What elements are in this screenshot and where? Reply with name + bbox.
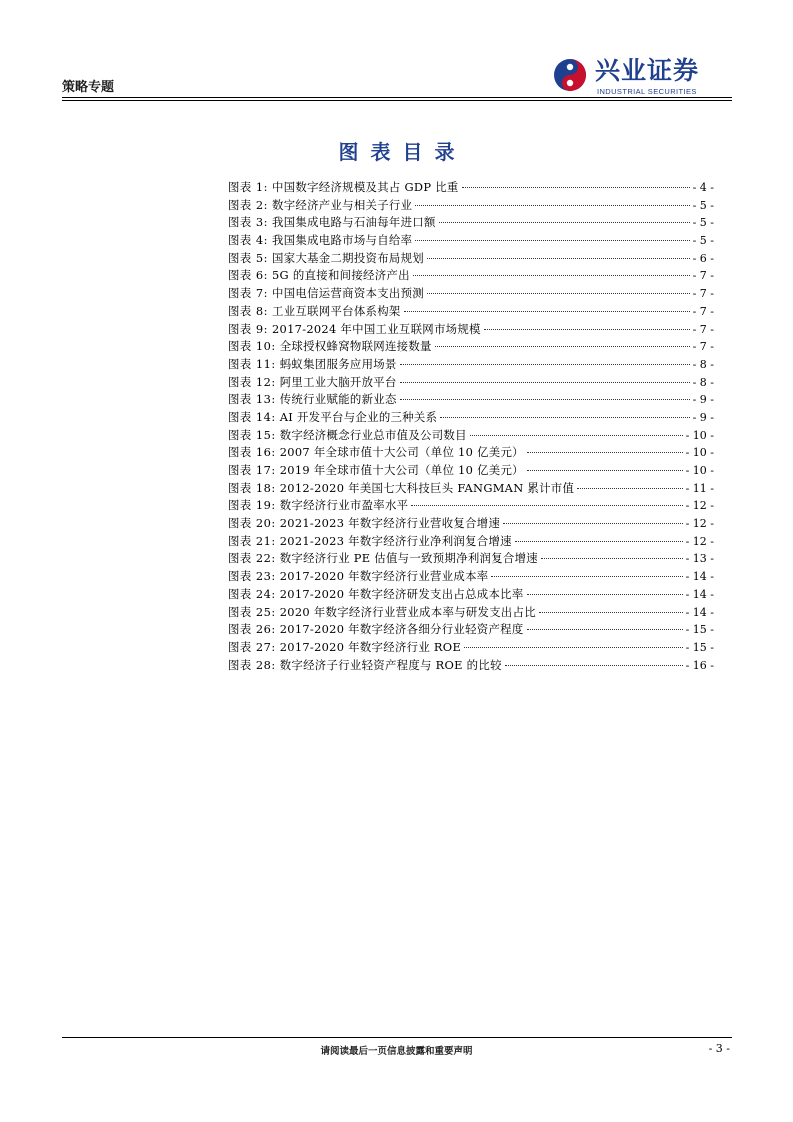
- toc-dot-leader: [539, 612, 683, 613]
- toc-title: 图表目录: [338, 140, 467, 164]
- toc-dot-leader: [515, 541, 683, 542]
- toc-dot-leader: [411, 505, 682, 506]
- toc-entry-page: - 10 -: [685, 446, 714, 460]
- toc-dot-leader: [527, 470, 683, 471]
- toc-entry-page: - 10 -: [685, 464, 714, 477]
- toc-entry-page: - 5 -: [692, 198, 714, 212]
- table-of-figures: [228, 179, 714, 674]
- toc-entry-label: 图表 2:: [228, 197, 268, 212]
- toc-entry-page: - 13 -: [685, 552, 714, 566]
- toc-entry-title: 阿里工业大脑开放平台: [279, 374, 397, 389]
- toc-entry[interactable]: [228, 639, 714, 657]
- toc-dot-leader: [404, 311, 690, 312]
- toc-entry-page: - 15 -: [685, 640, 714, 654]
- toc-entry-page: - 4 -: [692, 181, 714, 194]
- toc-entry[interactable]: [228, 232, 714, 250]
- footer-disclaimer: 请阅读最后一页信息披露和重要声明: [320, 1046, 473, 1057]
- toc-dot-leader: [505, 665, 683, 666]
- toc-entry-label: 图表 22:: [228, 551, 276, 566]
- toc-entry[interactable]: [228, 568, 714, 586]
- toc-entry-label: 图表 16:: [228, 445, 276, 460]
- toc-dot-leader: [427, 258, 690, 259]
- toc-entry-page: - 8 -: [692, 357, 714, 371]
- toc-entry-page: - 16 -: [685, 658, 714, 672]
- toc-entry[interactable]: [228, 515, 714, 533]
- toc-entry-label: 图表 25:: [228, 604, 276, 619]
- toc-entry-label: 图表 19:: [228, 498, 276, 513]
- toc-entry-page: - 7 -: [692, 269, 714, 283]
- toc-entry[interactable]: [228, 197, 714, 215]
- toc-dot-leader: [527, 452, 683, 453]
- toc-dot-leader: [464, 647, 682, 648]
- toc-dot-leader: [541, 558, 683, 559]
- page-number: - 3 -: [708, 1042, 730, 1055]
- toc-entry[interactable]: [228, 604, 714, 622]
- toc-entry[interactable]: [228, 214, 714, 232]
- header-divider-thin: [62, 100, 732, 101]
- toc-dot-leader: [491, 576, 682, 577]
- toc-entry-title: 2007 年全球市值十大公司（单位 10 亿美元）: [279, 445, 524, 460]
- toc-entry-page: - 6 -: [692, 251, 714, 265]
- toc-dot-leader: [400, 364, 690, 365]
- toc-entry[interactable]: [228, 497, 714, 515]
- toc-entry-title: 中国数字经济规模及其占 GDP 比重: [272, 180, 459, 194]
- toc-entry-title: 数字经济行业 PE 估值与一致预期净利润复合增速: [279, 551, 538, 566]
- toc-entry[interactable]: [228, 285, 714, 303]
- toc-entry-page: - 5 -: [692, 216, 714, 230]
- toc-entry-title: 2017-2020 年数字经济研发支出占总成本比率: [279, 586, 524, 601]
- toc-entry-label: 图表 17:: [228, 463, 276, 477]
- toc-entry-title: 2017-2024 年中国工业互联网市场规模: [272, 321, 481, 336]
- toc-entry-title: 中国电信运营商资本支出预测: [272, 286, 424, 301]
- toc-entry-title: 2017-2020 年数字经济各细分行业轻资产程度: [279, 622, 524, 637]
- toc-entry-page: - 7 -: [692, 287, 714, 301]
- toc-dot-leader: [435, 346, 690, 347]
- logo-english-name: INDUSTRIAL SECURITIES: [597, 87, 697, 96]
- toc-entry-label: 图表 26:: [228, 622, 276, 637]
- toc-entry-title: 我国集成电路与石油每年进口额: [272, 215, 436, 230]
- toc-entry[interactable]: [228, 444, 714, 462]
- toc-entry-label: 图表 20:: [228, 516, 276, 531]
- toc-entry[interactable]: [228, 427, 714, 445]
- toc-entry-page: - 11 -: [685, 481, 714, 495]
- toc-entry-label: 图表 10:: [228, 339, 276, 354]
- toc-entry[interactable]: [228, 480, 714, 498]
- toc-entry-label: 图表 8:: [228, 303, 268, 318]
- toc-dot-leader: [439, 222, 690, 223]
- toc-entry-title: 数字经济行业市盈率水平: [279, 498, 409, 513]
- toc-entry-page: - 9 -: [692, 393, 714, 407]
- toc-dot-leader: [462, 187, 690, 188]
- toc-entry[interactable]: [228, 462, 714, 480]
- toc-entry[interactable]: [228, 356, 714, 374]
- toc-entry-label: 图表 6:: [228, 268, 268, 283]
- toc-dot-leader: [415, 240, 689, 241]
- toc-dot-leader: [400, 382, 690, 383]
- toc-entry-page: - 12 -: [685, 499, 714, 513]
- toc-entry-title: AI 开发平台与企业的三种关系: [279, 409, 438, 424]
- toc-entry[interactable]: [228, 550, 714, 568]
- toc-dot-leader: [400, 399, 690, 400]
- toc-entry[interactable]: [228, 533, 714, 551]
- toc-entry[interactable]: [228, 267, 714, 285]
- toc-entry-title: 2017-2020 年数字经济行业 ROE: [279, 639, 462, 654]
- toc-entry[interactable]: [228, 586, 714, 604]
- toc-dot-leader: [527, 629, 683, 630]
- toc-entry[interactable]: [228, 179, 714, 197]
- toc-entry-label: 图表 15:: [228, 427, 276, 442]
- toc-entry-page: - 7 -: [692, 304, 714, 318]
- toc-entry-label: 图表 23:: [228, 569, 276, 584]
- toc-entry-label: 图表 4:: [228, 233, 268, 248]
- header-divider: [62, 97, 732, 98]
- toc-entry-title: 蚂蚁集团服务应用场景: [279, 356, 397, 371]
- toc-entry-label: 图表 13:: [228, 392, 276, 407]
- toc-entry[interactable]: [228, 303, 714, 321]
- toc-entry-title: 数字经济子行业轻资产程度与 ROE 的比较: [279, 657, 502, 672]
- toc-entry-page: - 12 -: [685, 517, 714, 531]
- toc-entry-title: 数字经济概念行业总市值及公司数目: [279, 427, 467, 442]
- toc-entry-label: 图表 12:: [228, 374, 276, 389]
- toc-entry-page: - 10 -: [685, 428, 714, 442]
- toc-entry-title: 全球授权蜂窝物联网连接数量: [279, 339, 432, 354]
- toc-entry-title: 国家大基金二期投资布局规划: [272, 250, 424, 265]
- toc-entry-title: 2017-2020 年数字经济行业营业成本率: [279, 569, 489, 584]
- toc-entry-page: - 7 -: [692, 340, 714, 354]
- toc-entry-label: 图表 27:: [228, 639, 276, 654]
- toc-entry-title: 2021-2023 年数字经济行业营收复合增速: [279, 516, 501, 531]
- toc-entry[interactable]: [228, 321, 714, 339]
- toc-entry-title: 工业互联网平台体系构架: [272, 303, 401, 318]
- toc-entry-title: 2012-2020 年美国七大科技巨头 FANGMAN 累计市值: [279, 480, 575, 495]
- logo-mark-icon: [553, 58, 587, 92]
- toc-entry-label: 图表 9:: [228, 321, 268, 336]
- toc-entry-label: 图表 24:: [228, 586, 276, 601]
- toc-entry[interactable]: [228, 250, 714, 268]
- toc-entry-title: 2020 年数字经济行业营业成本率与研发支出占比: [279, 604, 536, 619]
- toc-dot-leader: [413, 275, 690, 276]
- toc-dot-leader: [440, 417, 689, 418]
- toc-dot-leader: [470, 435, 683, 436]
- toc-entry-title: 2019 年全球市值十大公司（单位 10 亿美元）: [279, 463, 524, 477]
- toc-entry-title: 2021-2023 年数字经济行业净利润复合增速: [279, 533, 512, 548]
- toc-dot-leader: [415, 205, 689, 206]
- toc-entry-label: 图表 11:: [228, 356, 276, 371]
- toc-entry[interactable]: [228, 409, 714, 427]
- toc-entry-label: 图表 28:: [228, 657, 276, 672]
- toc-entry-page: - 14 -: [685, 570, 714, 584]
- company-logo: [553, 56, 733, 96]
- toc-entry[interactable]: [228, 338, 714, 356]
- toc-entry-page: - 15 -: [685, 623, 714, 637]
- toc-dot-leader: [427, 293, 690, 294]
- toc-entry-page: - 9 -: [692, 410, 714, 424]
- toc-entry-label: 图表 3:: [228, 215, 268, 230]
- logo-chinese-name: 兴业证券: [595, 56, 700, 85]
- toc-entry-label: 图表 18:: [228, 480, 276, 495]
- toc-entry-label: 图表 21:: [228, 533, 276, 548]
- toc-entry-page: - 12 -: [685, 534, 714, 548]
- toc-entry-title: 5G 的直接和间接经济产出: [272, 268, 410, 283]
- toc-entry[interactable]: [228, 657, 714, 675]
- toc-entry-label: 图表 5:: [228, 250, 268, 265]
- toc-entry-page: - 8 -: [692, 375, 714, 389]
- toc-entry[interactable]: [228, 621, 714, 639]
- toc-entry-title: 我国集成电路市场与自给率: [272, 233, 413, 248]
- toc-dot-leader: [484, 329, 690, 330]
- toc-entry-page: - 7 -: [692, 322, 714, 336]
- toc-entry-page: - 14 -: [685, 587, 714, 601]
- toc-dot-leader: [577, 488, 682, 489]
- section-label: 策略专题: [62, 80, 115, 95]
- toc-dot-leader: [527, 594, 683, 595]
- toc-entry-label: 图表 1:: [228, 180, 268, 194]
- toc-entry-title: 数字经济产业与相关子行业: [272, 197, 413, 212]
- footer-divider: [62, 1037, 732, 1038]
- toc-entry[interactable]: [228, 374, 714, 392]
- toc-entry-label: 图表 7:: [228, 286, 268, 301]
- toc-entry-label: 图表 14:: [228, 409, 276, 424]
- toc-entry-page: - 5 -: [692, 234, 714, 248]
- toc-entry-title: 传统行业赋能的新业态: [279, 392, 397, 407]
- toc-dot-leader: [503, 523, 682, 524]
- toc-entry-page: - 14 -: [685, 605, 714, 619]
- toc-entry[interactable]: [228, 391, 714, 409]
